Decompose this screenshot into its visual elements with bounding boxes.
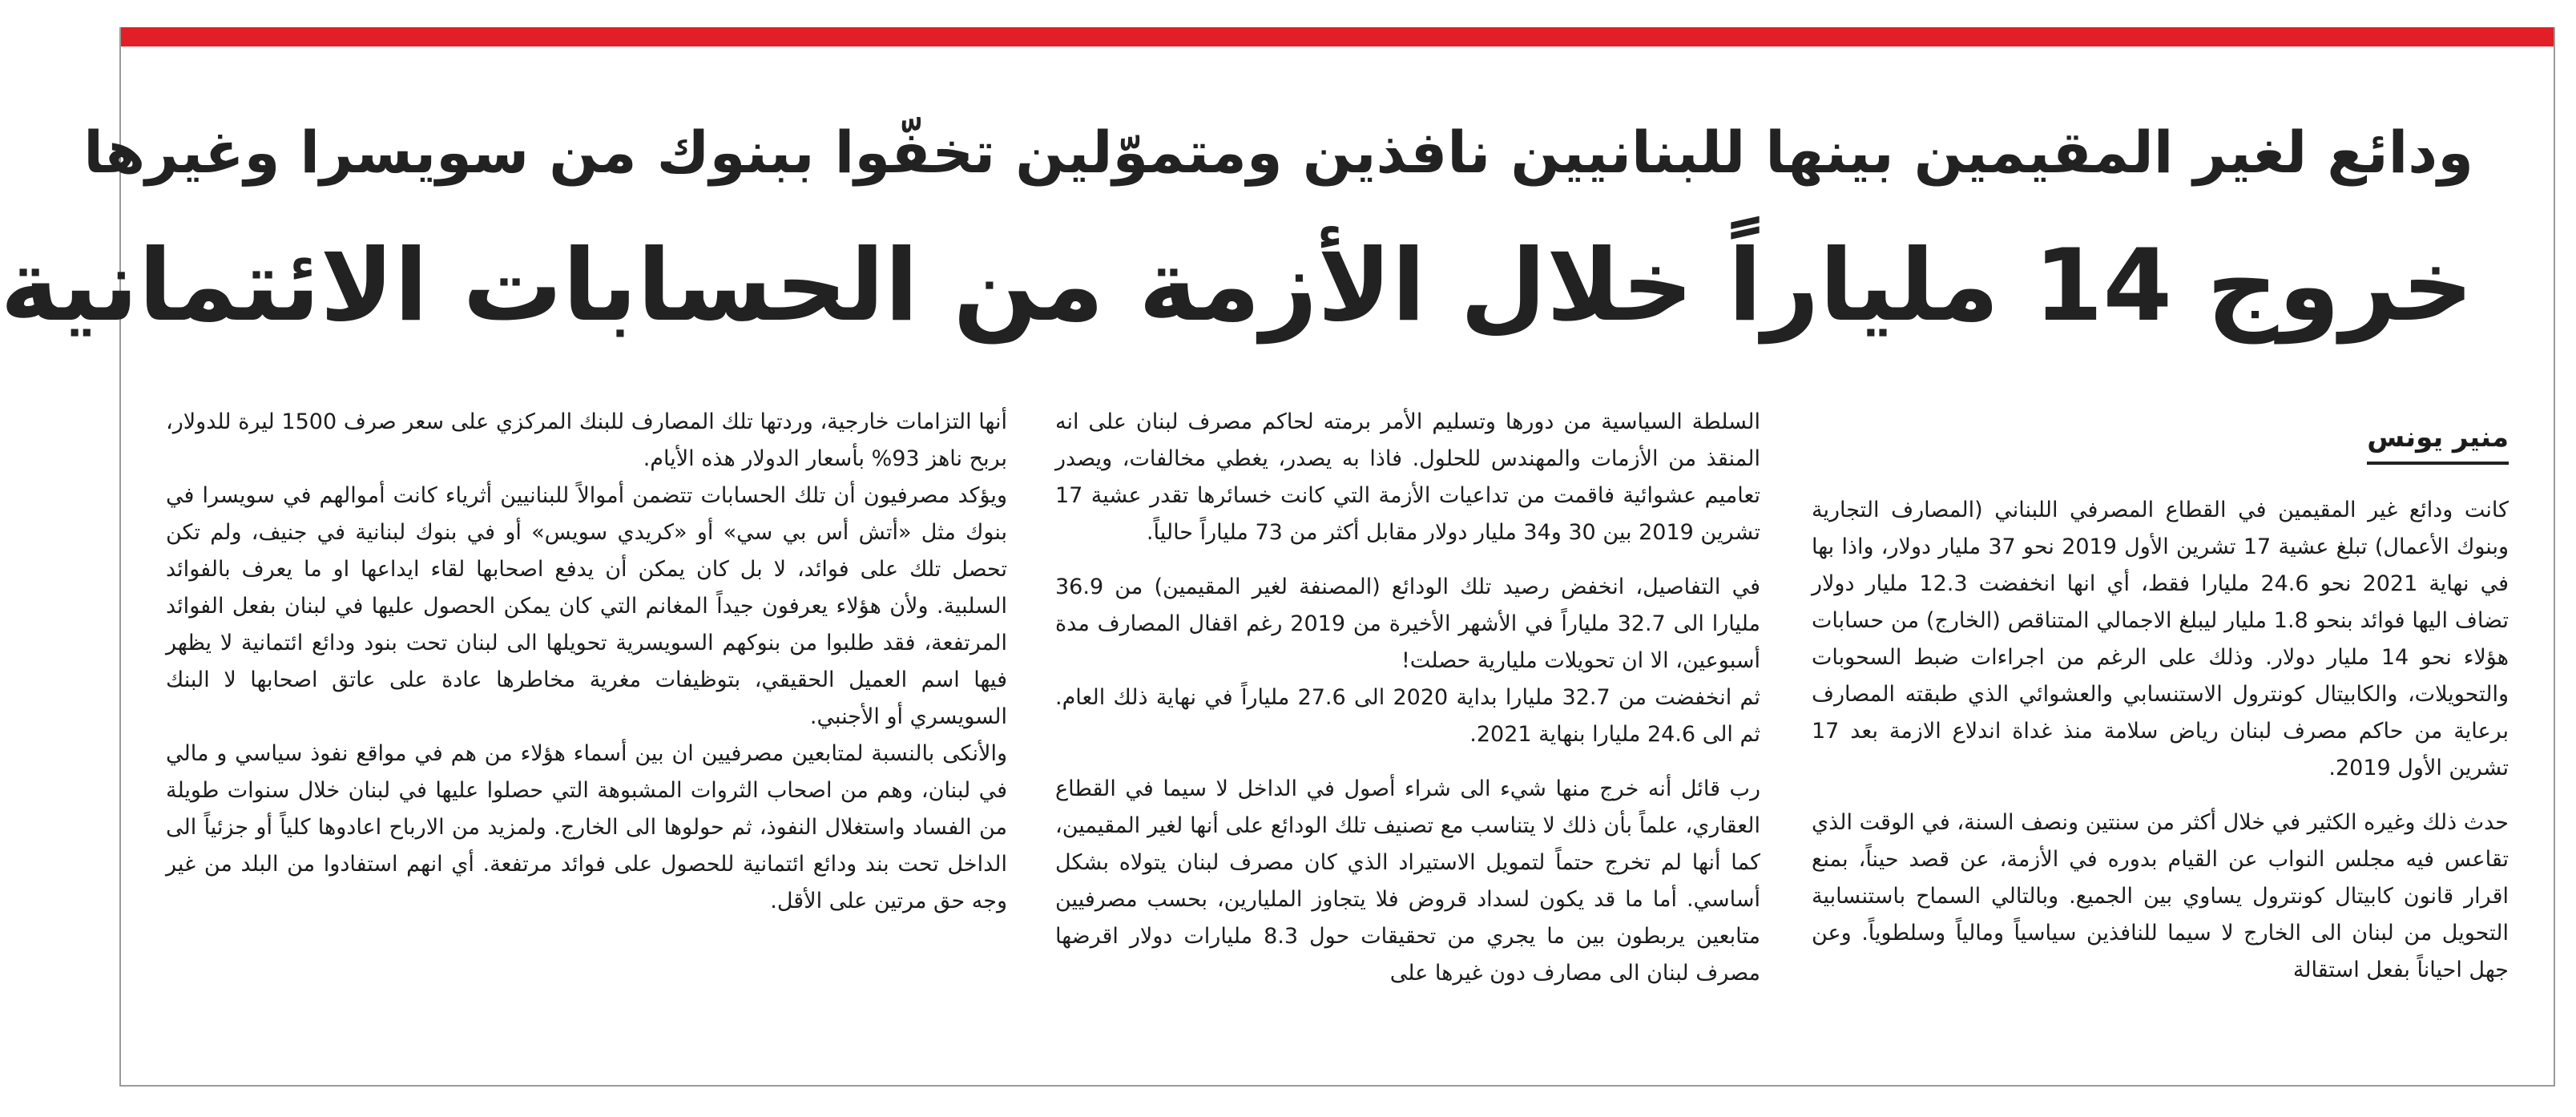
- article-column-2: [1055, 404, 1760, 1093]
- column-3-paragraph-2: ويؤكد مصرفيون أن تلك الحسابات تتضمن أموالاً للبنانيين أثرياء كانت أموالهم في سويسرا في بنوك مثل «أتش أس بي سي» أو «كريدي سويس» أو في بنوك لبنانية في جنيف، ولم تكن تحصل تلك على فوائد، لا بل كان يمكن أن يدفع اصحابها لقاء ايداعها او ما يعرف بالفوائد السلبية. ولأن هؤلاء يعرفون جيداً المغانم التي كان يمكن الحصول عليها في لبنان بفعل الفوائد المرتفعة، فقد طلبوا من بنوكهم السويسرية تحويلها الى لبنان تحت بنود ودائع ائتمانية لا يظهر فيها اسم العميل الحقيقي، بتوظيفات مغرية مخاطرها عادة على عاتق اصحابها لا البنك السويسري أو الأجنبي.: [166, 483, 1007, 729]
- newspaper-clipping: [0, 27, 2555, 1087]
- column-1-paragraph-2: حدث ذلك وغيره الكثير في خلال أكثر من سنتين ونصف السنة، في الوقت الذي تقاعس فيه مجلس النواب عن القيام بدوره في الأزمة، عن قصد حيناً، بمنع اقرار قانون كابيتال كونترول يساوي بين الجميع. وبالتالي السماح باستنسابية التحويل من لبنان الى الخارج لا سيما للنافذين سياسياً ومالياً وسلطوياً. وعن جهل احياناً بفعل استقالة: [1812, 810, 2509, 982]
- column-2-paragraph-2: في التفاصيل، انخفض رصيد تلك الودائع (المصنفة لغير المقيمين) من 36.9 مليارا الى 32.7 ملياراً في الأشهر الأخيرة من 2019 رغم اقفال المصارف مدة أسبوعين، الا ان تحويلات مليارية حصلت!: [1055, 575, 1761, 673]
- author-byline: منير يونس: [2367, 418, 2509, 465]
- main-headline: خروج 14 ملياراً خلال الأزمة من الحسابات الائتمانية: [0, 228, 2473, 344]
- article-column-3: [166, 404, 1007, 1093]
- column-2-paragraph-1: السلطة السياسية من دورها وتسليم الأمر برمته لحاكم مصرف لبنان على انه المنقذ من الأزمات والمهندس للحلول. فاذا به يصدر، يغطي مخالفات، ويصدر تعاميم عشوائية فاقمت من تداعيات الأزمة التي كانت خسائرها تقدر عشية 17 تشرين 2019 بين 30 و34 مليار دولار مقابل أكثر من 73 ملياراً حالياً.: [1055, 409, 1760, 545]
- kicker-subheadline: ودائع لغير المقيمين بينها للبنانيين نافذين ومتموّلين تخفّوا ببنوك من سويسرا وغيرها: [83, 119, 2473, 186]
- column-3-paragraph-1: أنها التزامات خارجية، وردتها تلك المصارف للبنك المركزي على سعر صرف 1500 ليرة للدولار، بربح ناهز 93% بأسعار الدولار هذه الأيام.: [166, 409, 1007, 471]
- red-accent-bar: [121, 27, 2554, 46]
- column-2-paragraph-3: ثم انخفضت من 32.7 مليارا بداية 2020 الى 27.6 ملياراً في نهاية ذلك العام. ثم الى 24.6 مليارا بنهاية 2021.: [1055, 685, 1760, 747]
- column-2-paragraph-4: رب قائل أنه خرج منها شيء الى شراء أصول في الداخل لا سيما في القطاع العقاري، علماً بأن ذلك لا يتناسب مع تصنيف تلك الودائع على أنها لغير المقيمين، كما أنها لم تخرج حتماً لتمويل الاستيراد الذي كان مصرف لبنان يتولاه بشكل أساسي. أما ما قد يكون لسداد قروض فلا يتجاوز المليارين، بحسب مصرفيين متابعين يربطون بين ما يجري من تحقيقات حول 8.3 مليارات دولار اقرضها مصرف لبنان الى مصارف دون غيرها على: [1055, 776, 1760, 986]
- column-3-paragraph-3: والأنكى بالنسبة لمتابعين مصرفيين ان بين أسماء هؤلاء من هم في مواقع نفوذ سياسي و مالي في لبنان، وهم من اصحاب الثروات المشبوهة التي حصلوا عليها في لبنان خلال سنوات طويلة من الفساد واستغلال النفوذ، ثم حولوها الى الخارج. ولمزيد من الارباح اعادوها كلياً أو جزئياً الى الداخل تحت بند ودائع ائتمانية للحصول على فوائد مرتفعة. أي انهم استفادوا من البلد من غير وجه حق مرتين على الأقل.: [166, 741, 1007, 913]
- article-column-1: [1812, 492, 2509, 982]
- column-1-paragraph-1: كانت ودائع غير المقيمين في القطاع المصرفي اللبناني (المصارف التجارية وبنوك الأعمال) تبلغ عشية 17 تشرين الأول 2019 نحو 37 مليار دولار، واذا بها في نهاية 2021 نحو 24.6 مليارا فقط، أي انها انخفضت 12.3 مليار دولار تضاف اليها فوائد بنحو 1.8 مليار ليبلغ الاجمالي المتناقص (الخارج) من حسابات هؤلاء نحو 14 مليار دولار. وذلك على الرغم من اجراءات ضبط السحوبات والتحويلات، والكابيتال كونترول الاستنسابي والعشوائي الذي طبقته المصارف برعاية من حاكم مصرف لبنان رياض سلامة منذ غداة اندلاع الازمة بعد 17 تشرين الأول 2019.: [1812, 498, 2509, 780]
